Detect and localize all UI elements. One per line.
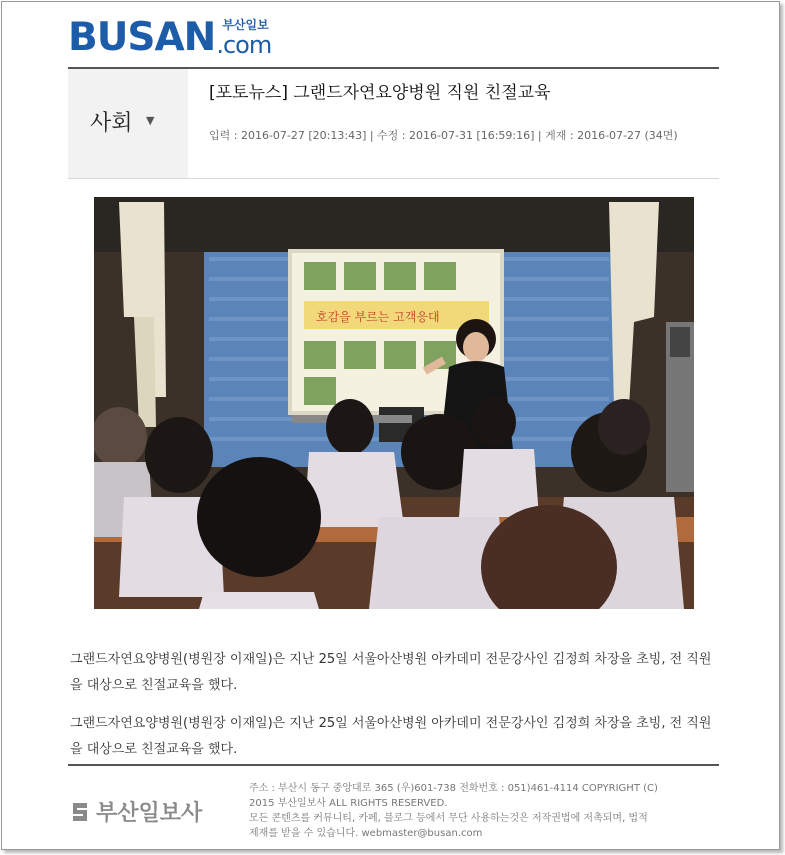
section-caret-icon[interactable]: ▼ — [146, 114, 155, 127]
section-label[interactable]: 사회 — [90, 111, 133, 136]
site-logo[interactable] — [68, 15, 272, 60]
logo-busan-text: BUSAN — [68, 15, 216, 60]
screen-slide-title: 호감을 부르는 고객응대 — [316, 310, 440, 324]
footer-logo-mark-icon — [70, 801, 90, 823]
article-paragraph-1: 그랜드자연요양병원(병원장 이재일)은 지난 25일 서울아산병원 아카데미 전문강사인 김정희 차장을 초빙, 전 직원을 대상으로 친절교육을 했다. — [70, 652, 712, 693]
photo-illustration — [94, 197, 694, 609]
article-paragraph-2: 그랜드자연요양병원(병원장 이재일)은 지난 25일 서울아산병원 아카데미 전문강사인 김정희 차장을 초빙, 전 직원을 대상으로 친절교육을 했다. — [70, 716, 712, 757]
footer-line-copyright: 2015 부산일보사 ALL RIGHTS RESERVED. — [249, 798, 448, 809]
logo-domain-text: .com — [216, 31, 272, 59]
footer-info — [249, 781, 719, 841]
logo-right-group — [216, 19, 271, 58]
article-meta: 입력 : 2016-07-27 [20:13:43] | 수정 : 2016-07-31 [16:59:16] | 게재 : 2016-07-27 (34면) — [209, 129, 678, 142]
footer-line-email: 제재를 받을 수 있습니다. webmaster@busan.com — [249, 828, 483, 839]
logo-korean-text: 부산일보 — [222, 18, 269, 32]
footer-line-address: 주소 : 부산시 동구 중앙대로 365 (우)601-738 전화번호 : 051)461-4114 COPYRIGHT (C) — [249, 783, 658, 794]
article-photo — [94, 197, 694, 609]
article-title: [포토뉴스] 그랜드자연요양병원 직원 친절교육 — [209, 83, 551, 103]
title-divider — [68, 178, 719, 179]
footer-divider — [68, 764, 719, 766]
footer-logo[interactable] — [70, 796, 202, 827]
footer-line-notice: 모든 콘텐츠를 커뮤니티, 카페, 블로그 등에서 무단 사용하는것은 저작권법에 저촉되며, 법적 — [249, 813, 648, 824]
footer-logo-text: 부산일보사 — [96, 801, 203, 826]
